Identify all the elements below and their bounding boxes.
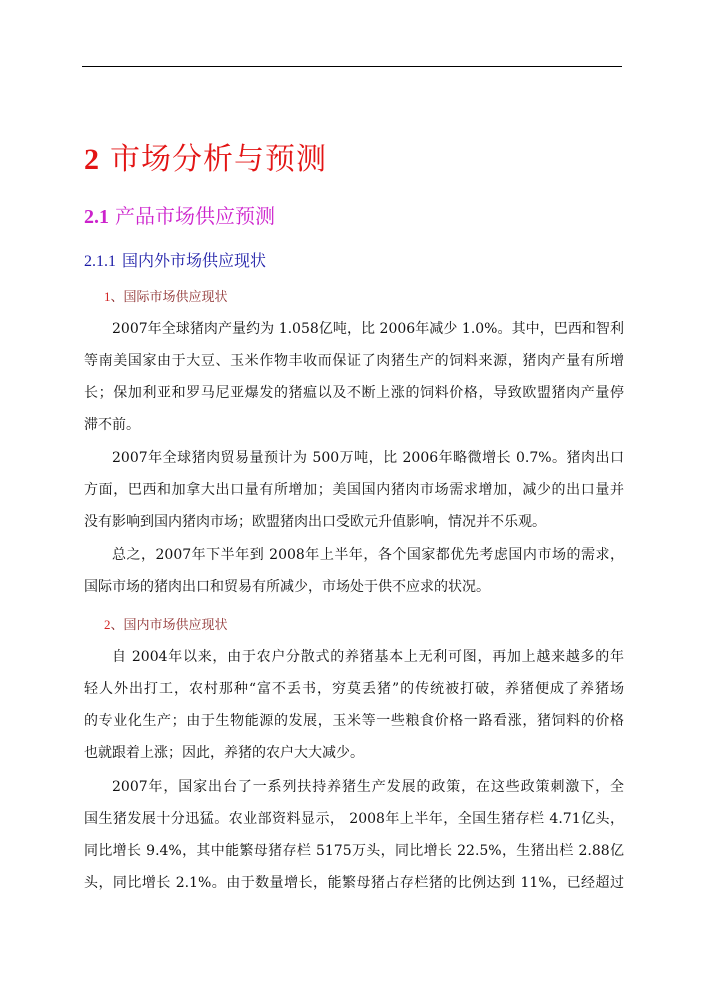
paragraph	[84, 641, 624, 769]
text-line: 2007年全球猪肉贸易量预计为 500万吨，比 2006年略微增长 0.7%。猪肉出口	[112, 450, 624, 466]
text-line: 等南美国家由于大豆、玉米作物丰收而保证了肉猪生产的饲料来源，猪肉产量有所增	[84, 353, 624, 369]
text-line: 同比增长 9.4%，其中能繁母猪存栏 5175万头，同比增长 22.5%，生猪出栏 2.88亿	[84, 843, 624, 859]
text-line: 2007年，国家出台了一系列扶持养猪生产发展的政策，在这些政策刺激下，全	[112, 779, 624, 795]
text-line: 滞不前。	[84, 417, 140, 433]
subsection-title-text: 国内外市场供应现状	[122, 251, 267, 270]
chapter-number: 2	[84, 143, 100, 176]
chapter-heading	[84, 141, 327, 179]
text-line: 国际市场的猪肉出口和贸易有所减少，市场处于供不应求的状况。	[84, 579, 490, 595]
paragraph	[84, 313, 624, 441]
section-number: 2.1	[84, 206, 109, 228]
item-number: 2	[104, 617, 111, 632]
item-number: 1	[104, 289, 111, 304]
paragraph	[84, 442, 624, 538]
section-heading	[84, 201, 275, 232]
text-line: 2007年全球猪肉产量约为 1.058亿吨，比 2006年减少 1.0%。其中，巴西和智利	[112, 321, 624, 337]
chapter-title-text: 市场分析与预测	[110, 142, 327, 177]
item-heading-international	[104, 287, 228, 308]
text-line: 没有影响到国内猪肉市场；欧盟猪肉出口受欧元升值影响，情况并不乐观。	[84, 514, 546, 530]
subsection-number: 2.1.1	[84, 253, 116, 270]
text-line: 总之，2007年下半年到 2008年上半年，各个国家都优先考虑国内市场的需求，	[112, 547, 624, 563]
subsection-heading	[84, 249, 266, 274]
section-title-text: 产品市场供应预测	[115, 204, 275, 228]
text-line: 方面，巴西和加拿大出口量有所增加；美国国内猪肉市场需求增加，减少的出口量并	[84, 482, 624, 498]
item-title-text: 、国际市场供应现状	[110, 290, 228, 305]
item-title-text: 、国内市场供应现状	[110, 618, 228, 633]
text-line: 长；保加利亚和罗马尼亚爆发的猪瘟以及不断上涨的饲料价格，导致欧盟猪肉产量停	[84, 385, 624, 401]
text-line: 轻人外出打工，农村那种“富不丢书，穷莫丢猪”的传统被打破，养猪便成了养猪场	[84, 681, 624, 697]
item-heading-domestic	[104, 615, 228, 636]
header-rule	[82, 66, 622, 67]
text-line: 国生猪发展十分迅猛。农业部资料显示， 2008年上半年，全国生猪存栏 4.71亿头，	[84, 811, 624, 827]
text-line: 头，同比增长 2.1%。由于数量增长，能繁母猪占存栏猪的比例达到 11%，已经超过	[84, 875, 624, 891]
text-line: 也就跟着上涨；因此，养猪的农户大大减少。	[84, 745, 364, 761]
paragraph	[84, 539, 624, 603]
paragraph	[84, 771, 624, 899]
text-line: 自 2004年以来，由于农户分散式的养猪基本上无利可图，再加上越来越多的年	[112, 649, 624, 665]
text-line: 的专业化生产；由于生物能源的发展，玉米等一些粮食价格一路看涨，猪饲料的价格	[84, 713, 624, 729]
